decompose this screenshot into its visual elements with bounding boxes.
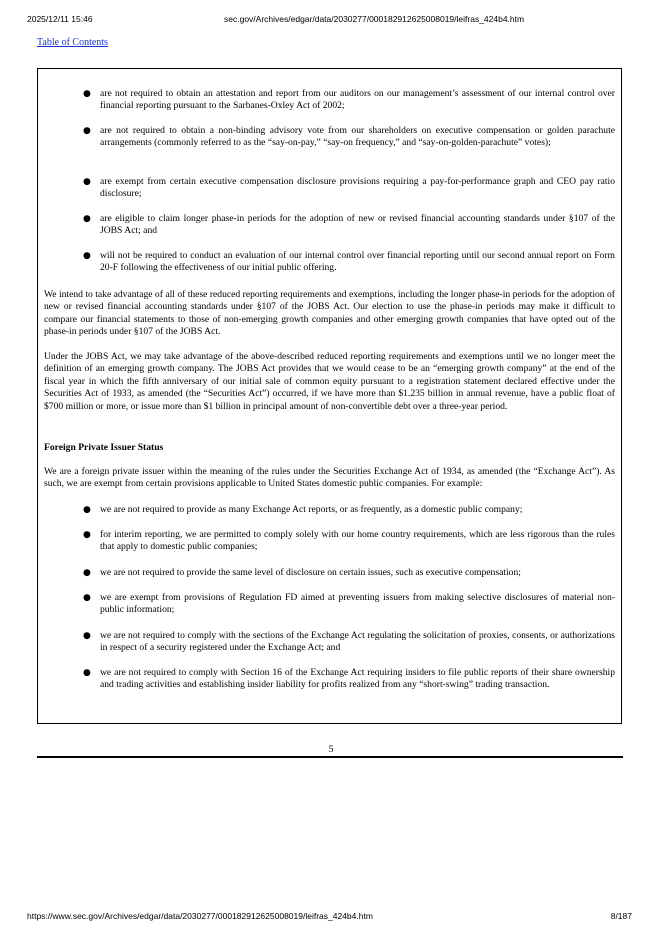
list-item-text: for interim reporting, we are permitted to comply solely with our home country requirements, which are less rigorous than the rules that apply to domestic public companies; [100, 529, 615, 553]
list-item-text: are eligible to claim longer phase-in periods for the adoption of new or revised financial accounting standards under §107 of the JOBS Act; and [100, 213, 615, 237]
list-item-text: we are not required to provide as many Exchange Act reports, or as frequently, as a domestic public company; [100, 504, 523, 515]
bullet-icon: ● [83, 89, 91, 99]
document-content-box [37, 68, 622, 724]
list-item-text: we are exempt from provisions of Regulation FD aimed at preventing issuers from making selective disclosures of material non-public information; [100, 592, 615, 616]
list-item-text: we are not required to comply with Section 16 of the Exchange Act requiring insiders to file public reports of their share ownership and trading activities and establishing insider liability for profits realized from any “short-swing” trading transaction. [100, 667, 615, 691]
bullet-icon: ● [83, 631, 91, 641]
page-divider [37, 756, 623, 758]
list-item [83, 176, 615, 201]
print-header-url: sec.gov/Archives/edgar/data/2030277/000182912625008019/leifras_424b4.htm [224, 14, 525, 24]
fpi-intro-paragraph: We are a foreign private issuer within the meaning of the rules under the Securities Exchange Act of 1934, as amended (the “Exchange Act”). As such, we are exempt from certain provisions applicable to United States domestic public companies. For example: [44, 466, 615, 490]
list-item [83, 88, 615, 113]
bullet-icon: ● [83, 530, 91, 540]
print-footer-url: https://www.sec.gov/Archives/edgar/data/2030277/000182912625008019/leifras_424b4.htm [27, 911, 373, 921]
list-item [83, 529, 615, 554]
list-item-text: are exempt from certain executive compensation disclosure provisions requiring a pay-for-performance graph and CEO pay ratio disclosure; [100, 176, 615, 200]
list-item [83, 250, 615, 275]
list-item [83, 213, 615, 238]
bullet-icon: ● [83, 126, 91, 136]
bullet-icon: ● [83, 251, 91, 261]
section-heading: Foreign Private Issuer Status [44, 442, 164, 453]
table-of-contents-link[interactable]: Table of Contents [37, 37, 108, 48]
list-item [83, 667, 615, 692]
bullet-icon: ● [83, 214, 91, 224]
list-item-text: are not required to obtain a non-binding advisory vote from our shareholders on executive compensation or golden parachute arrangements (commonly referred to as the “say-on-pay,” “say-on frequency,” and “say-on-golden-parachute” votes); [100, 125, 615, 149]
print-header [0, 14, 662, 26]
print-page-count: 8/187 [610, 911, 632, 921]
bullet-icon: ● [83, 568, 91, 578]
phase-in-paragraph: We intend to take advantage of all of these reduced reporting requirements and exemptions, including the longer phase-in periods for the adoption of new or revised financial accounting standards under §107 of the JOBS Act. Our election to use the phase-in periods may make it difficult to compare our financial statements to those of non-emerging growth companies and other emerging growth companies that have opted out of the phase-in periods under §107 of the JOBS Act. [44, 289, 615, 338]
print-footer [0, 911, 662, 923]
page-number: 5 [328, 744, 334, 755]
list-item [83, 592, 615, 617]
list-item [83, 125, 615, 150]
list-item [83, 630, 615, 655]
bullet-icon: ● [83, 668, 91, 678]
list-item-text: we are not required to provide the same level of disclosure on certain issues, such as executive compensation; [100, 567, 521, 578]
list-item-text: we are not required to comply with the sections of the Exchange Act regulating the solicitation of proxies, consents, or authorizations in respect of a security registered under the Exchange Act; and [100, 630, 615, 654]
bullet-icon: ● [83, 177, 91, 187]
bullet-icon: ● [83, 593, 91, 603]
jobs-act-paragraph: Under the JOBS Act, we may take advantage of the above-described reduced reporting requirements and exemptions until we no longer meet the definition of an emerging growth company. The JOBS Act provides that we would cease to be an “emerging growth company” at the end of the fiscal year in which the fifth anniversary of our initial sale of common equity pursuant to a registration statement declared effective under the Securities Act of 1933, as amended (the “Securities Act”) occurred, if we have more than $1.235 billion in annual revenue, have a public float of $700 million or more, or issue more than $1 billion in principal amount of non-convertible debt over a three-year period. [44, 351, 615, 412]
print-datetime: 2025/12/11 15:46 [27, 14, 93, 24]
list-item [83, 567, 615, 579]
list-item-text: will not be required to conduct an evaluation of our internal control over financial reporting until our second annual report on Form 20-F following the effectiveness of our initial public offering. [100, 250, 615, 274]
list-item-text: are not required to obtain an attestation and report from our auditors on our management’s assessment of our internal control over financial reporting pursuant to the Sarbanes-Oxley Act of 2002; [100, 88, 615, 112]
bullet-icon: ● [83, 505, 91, 515]
list-item [83, 504, 615, 516]
